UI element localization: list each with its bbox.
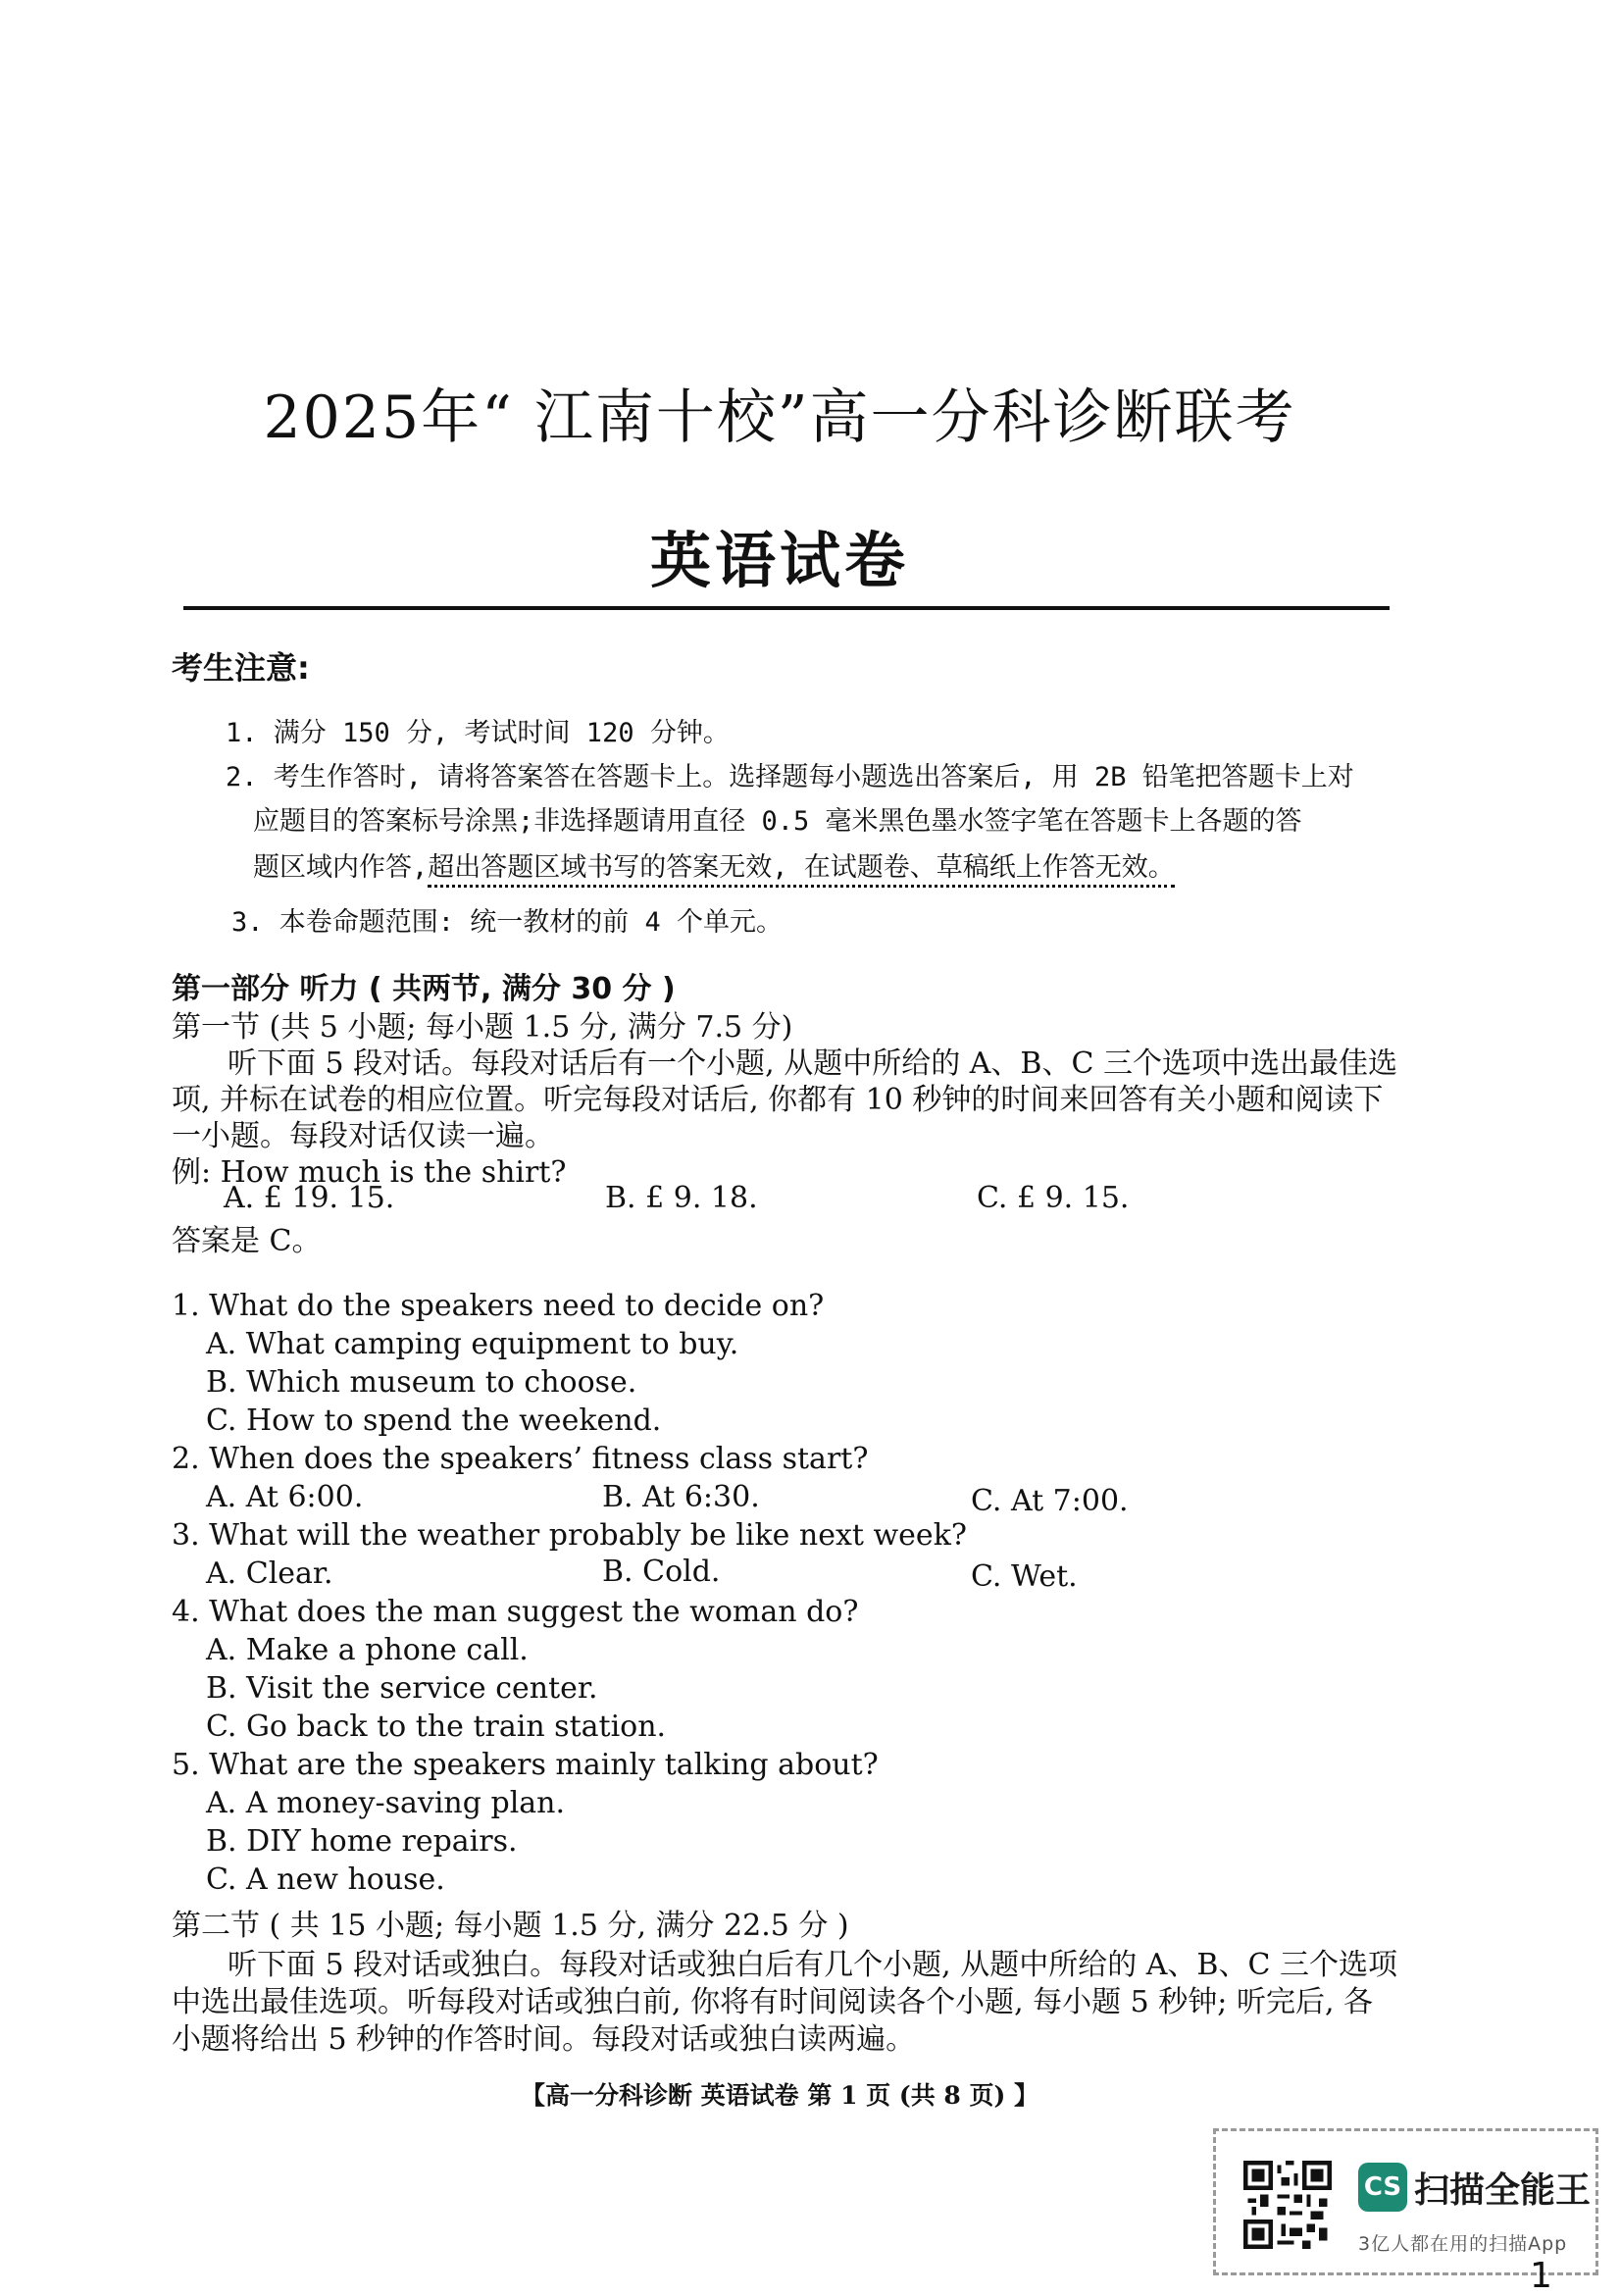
example-option: A. £ 19. 15. — [224, 1181, 395, 1215]
instruction-line: 一小题。每段对话仅读一遍。 — [172, 1119, 554, 1153]
camscanner-logo: CS — [1358, 2163, 1407, 2212]
question-option: C. A new house. — [206, 1862, 445, 1897]
question-option: A. Make a phone call. — [206, 1633, 529, 1667]
question-option: B. Visit the service center. — [206, 1671, 598, 1706]
question-option: A. Clear. — [206, 1556, 333, 1591]
notice-item: 2. 考生作答时, 请将答案答在答题卡上。选择题每小题选出答案后, 用 2B 铅笔把答题卡上对 — [226, 762, 1354, 792]
notice-title: 考生注意: — [172, 649, 310, 687]
watermark-brand: 扫描全能王 — [1414, 2170, 1592, 2211]
notice-warning: 超出答题区域书写的答案无效, 在试题卷、草稿纸上作答无效。 — [428, 852, 1175, 888]
question-option: B. At 6:30. — [602, 1480, 760, 1514]
part1-heading: 第一部分 听力 ( 共两节, 满分 30 分 ) — [172, 972, 676, 1006]
instruction-line: 项, 并标在试卷的相应位置。听完每段对话后, 你都有 10 秒钟的时间来回答有关小题和阅读下 — [172, 1083, 1384, 1117]
question: 2. When does the speakers’ fitness class start? — [172, 1442, 869, 1476]
exam-title: 2025年“ 江南十校”高一分科诊断联考 — [263, 383, 1296, 452]
question: 4. What does the man suggest the woman do? — [172, 1595, 859, 1629]
question-option: C. How to spend the weekend. — [206, 1403, 662, 1438]
qr-code-icon — [1243, 2161, 1332, 2249]
example-option: B. £ 9. 18. — [605, 1181, 758, 1215]
watermark-tagline: 3亿人都在用的扫描App — [1358, 2233, 1568, 2255]
question-option: B. Which museum to choose. — [206, 1365, 637, 1400]
example-question: 例: How much is the shirt? — [172, 1155, 567, 1190]
question-option: A. A money-saving plan. — [206, 1786, 566, 1820]
question-option: A. What camping equipment to buy. — [206, 1327, 739, 1361]
instruction-line: 听下面 5 段对话。每段对话后有一个小题, 从题中所给的 A、B、C 三个选项中选出最佳选 — [228, 1046, 1397, 1081]
example-option: C. £ 9. 15. — [977, 1181, 1130, 1215]
section1-heading: 第一节 (共 5 小题; 每小题 1.5 分, 满分 7.5 分) — [172, 1010, 793, 1045]
question-option: C. Go back to the train station. — [206, 1709, 667, 1744]
question-option: B. DIY home repairs. — [206, 1824, 518, 1859]
question: 1. What do the speakers need to decide on? — [172, 1289, 825, 1323]
instruction-line: 中选出最佳选项。听每段对话或独白前, 你将有时间阅读各个小题, 每小题 5 秒钟; 听完后, 各 — [172, 1985, 1374, 2019]
question-option: C. Wet. — [971, 1559, 1078, 1594]
question-option: B. Cold. — [602, 1555, 721, 1589]
scanner-watermark — [1213, 2128, 1598, 2275]
question-option: C. At 7:00. — [971, 1484, 1129, 1518]
notice-item: 应题目的答案标号涂黑;非选择题请用直径 0.5 毫米黑色墨水签字笔在答题卡上各题的答 — [253, 806, 1302, 837]
exam-subtitle: 英语试卷 — [649, 525, 909, 596]
title-divider — [183, 606, 1390, 610]
section2-heading: 第二节 ( 共 15 小题; 每小题 1.5 分, 满分 22.5 分 ) — [172, 1909, 849, 1943]
notice-item: 1. 满分 150 分, 考试时间 120 分钟。 — [226, 718, 730, 748]
notice-item-line — [253, 845, 1175, 884]
notice-item: 题区域内作答, — [253, 852, 429, 883]
notice-item: 3. 本卷命题范围: 统一教材的前 4 个单元。 — [231, 907, 784, 938]
question-option: A. At 6:00. — [206, 1480, 364, 1514]
page-mark: 1 — [1530, 2256, 1552, 2296]
page-footer: 【高一分科诊断 英语试卷 第 1 页 (共 8 页) 】 — [520, 2081, 1039, 2110]
example-answer: 答案是 C。 — [172, 1224, 322, 1258]
question: 3. What will the weather probably be like next week? — [172, 1518, 967, 1553]
question: 5. What are the speakers mainly talking about? — [172, 1748, 879, 1782]
instruction-line: 小题将给出 5 秒钟的作答时间。每段对话或独白读两遍。 — [172, 2022, 916, 2057]
instruction-line: 听下面 5 段对话或独白。每段对话或独白后有几个小题, 从题中所给的 A、B、C 三个选项 — [228, 1948, 1397, 1982]
